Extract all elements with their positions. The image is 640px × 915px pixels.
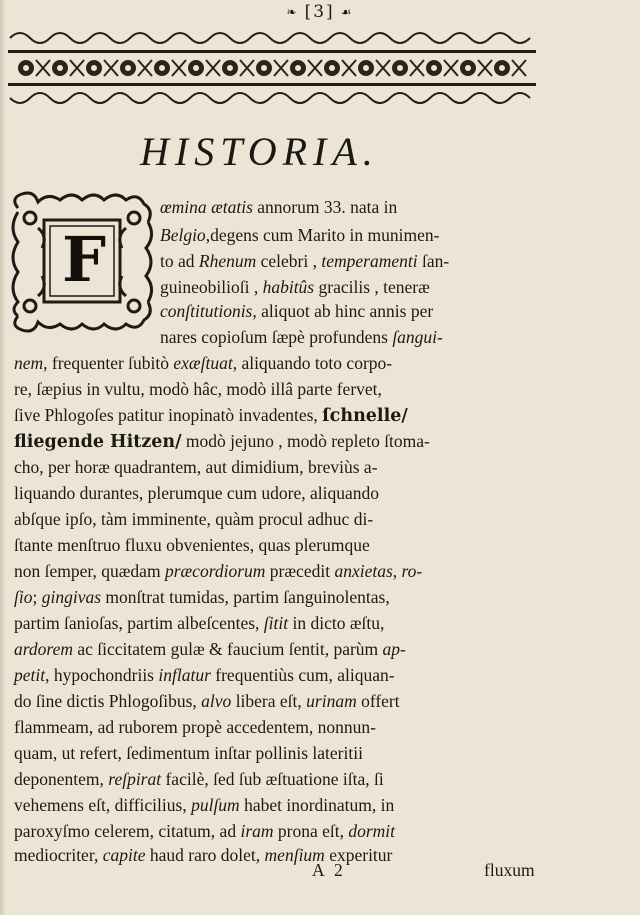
dropcap-ornament (8, 188, 156, 336)
page-title: HISTORIA. (140, 129, 379, 174)
page-header (0, 0, 640, 24)
text-line: quam, ut refert, ſedimentum inſtar pollinis lateritii (14, 743, 363, 763)
text-line: Belgio,degens cum Marito in munimen- (160, 225, 440, 245)
text-line: non ſemper, quædam præcordiorum præcedit anxietas, ro- (14, 561, 423, 581)
text-line: fliegende Hitzen/ modò jejuno , modò repleto ſtoma- (14, 431, 430, 452)
text-line: flammeam, ad ruborem propè accedentem, nonnun- (14, 717, 377, 737)
text-line: liquando durantes, plerumque cum udore, aliquando (14, 483, 379, 503)
text-line: œmina ætatis annorum 33. nata in (160, 197, 398, 217)
text-line: ſio; gingivas monſtrat tumidas, partim ſanguinolentas, (14, 587, 390, 607)
text-line: paroxyſmo celerem, citatum, ad iram prona eſt, dormit (14, 821, 396, 841)
text-line: petit, hypochondriis inflatur frequentiùs cum, aliquan- (14, 665, 395, 685)
text-line: ſive Phlogoſes patitur inopinatò invadentes, ſchnelle/ (14, 405, 408, 426)
headpiece-ornament (6, 26, 538, 110)
text-line: to ad Rhenum celebri , temperamenti ſan- (160, 251, 450, 271)
text-line: re, ſæpius in vultu, modò hâc, modò illâ parte fervet, (14, 379, 382, 399)
gutter-shadow (0, 0, 6, 915)
text-line: vehemens eſt, difficilius, pulſum habet inordinatum, in (14, 795, 395, 815)
signature-mark: A 2 (312, 860, 346, 880)
text-line: nem, frequenter ſubitò exæſtuat, aliquando toto corpo- (14, 353, 393, 373)
right-ornament: ☙ (340, 5, 354, 19)
text-line: guineobilioſi , habitûs gracilis , teneræ (160, 277, 430, 297)
text-line: abſque ipſo, tàm imminente, quàm procul adhuc di- (14, 509, 374, 529)
text-line: deponentem, reſpirat facilè, ſed ſub æſtuatione iſta, ſi (14, 769, 384, 789)
dropcap-letter: F (61, 223, 107, 296)
text-line: do ſine dictis Phlogoſibus, alvo libera eſt, urinam offert (14, 691, 400, 711)
text-line: ardorem ac ſiccitatem gulæ & faucium ſentit, parùm ap- (14, 639, 406, 659)
text-line: partim ſanioſas, partim albeſcentes, ſitit in dicto æſtu, (14, 613, 385, 633)
text-line: ſtante menſtruo fluxu obvenientes, quas plerumque (14, 535, 370, 555)
page-number: [3] (304, 2, 335, 22)
text-line: cho, per horæ quadrantem, aut dimidium, breviùs a- (14, 457, 378, 477)
text-line: nares copioſum ſæpè profundens ſangui- (160, 327, 443, 347)
text-line: mediocriter, capite haud raro dolet, menſium experitur (14, 845, 393, 865)
catchword: fluxum (484, 860, 535, 880)
left-ornament: ❧ (286, 5, 299, 19)
text-line: conſtitutionis, aliquot ab hinc annis per (160, 301, 434, 321)
